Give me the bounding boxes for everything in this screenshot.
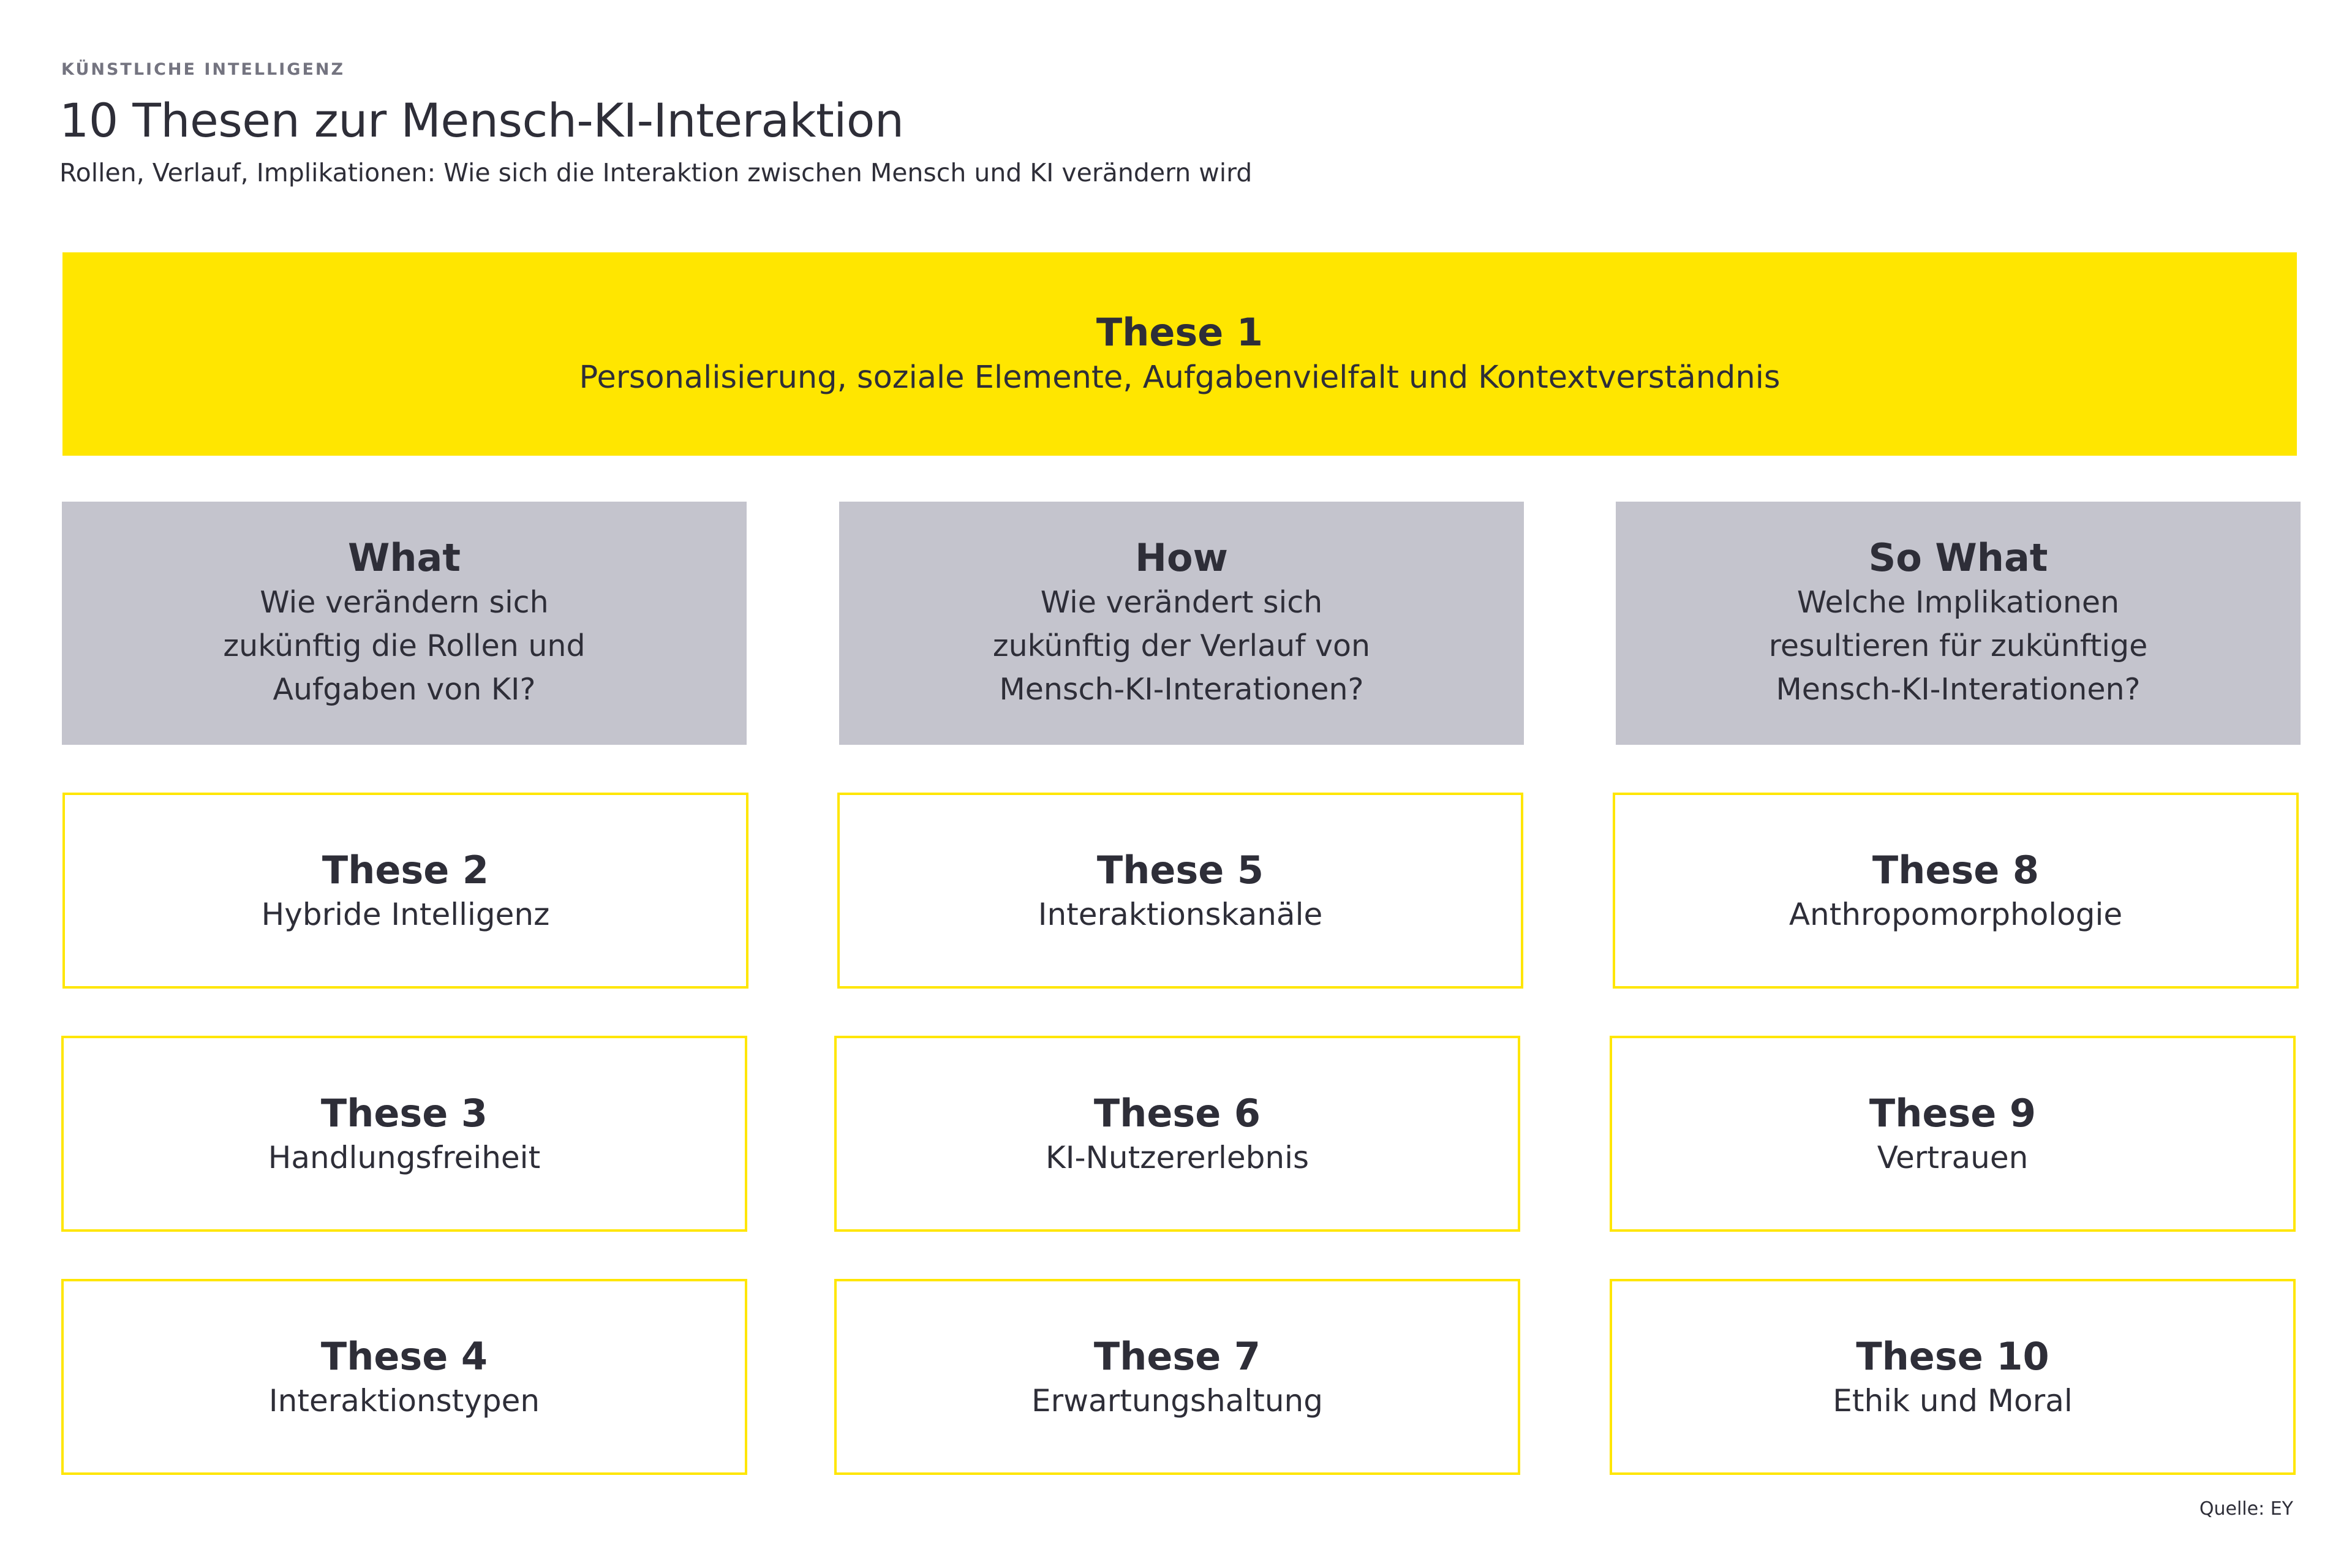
thesis-9-text: Vertrauen [1877, 1140, 2029, 1176]
thesis-2-box [62, 793, 748, 989]
column-question-how: Wie verändert sich zukünftig der Verlauf von Mensch-KI-Interationen? [992, 585, 1371, 707]
thesis-3-box [61, 1036, 747, 1232]
column-title-so-what: So What [1868, 535, 2048, 580]
thesis-5-title: These 5 [1096, 847, 1264, 892]
thesis-6-title: These 6 [1093, 1090, 1261, 1136]
thesis-10-box [1610, 1279, 2296, 1475]
thesis-7-title: These 7 [1093, 1333, 1261, 1379]
thesis-1-text: Personalisierung, soziale Elemente, Aufgabenvielfalt und Kontextverständnis [579, 360, 1781, 396]
thesis-4-text: Interaktionstypen [268, 1383, 540, 1419]
thesis-1-banner [62, 252, 2297, 456]
thesis-4-box [61, 1279, 747, 1475]
thesis-9-box [1610, 1036, 2296, 1232]
column-question-so-what: Welche Implikationen resultieren für zukünftige Mensch-KI-Interationen? [1768, 585, 2148, 707]
thesis-9-title: These 9 [1869, 1090, 2037, 1136]
thesis-8-text: Anthropomorphologie [1789, 897, 2123, 933]
thesis-2-title: These 2 [322, 847, 489, 892]
section-kicker: KÜNSTLICHE INTELLIGENZ [61, 60, 345, 79]
column-header-how [839, 502, 1524, 745]
thesis-3-text: Handlungsfreiheit [268, 1140, 541, 1176]
column-header-what [62, 502, 747, 745]
thesis-4-title: These 4 [320, 1333, 488, 1379]
thesis-8-title: These 8 [1872, 847, 2040, 892]
thesis-6-box [834, 1036, 1520, 1232]
source-note: Quelle: EY [2199, 1498, 2293, 1520]
page-title: 10 Thesen zur Mensch-KI-Interaktion [59, 93, 904, 148]
thesis-1-title: These 1 [1096, 309, 1264, 355]
thesis-10-text: Ethik und Moral [1833, 1383, 2073, 1419]
thesis-6-text: KI-Nutzererlebnis [1045, 1140, 1310, 1176]
thesis-10-title: These 10 [1856, 1333, 2049, 1379]
page-subtitle: Rollen, Verlauf, Implikationen: Wie sich die Interaktion zwischen Mensch und KI verändern wird [59, 158, 1253, 187]
thesis-5-box [837, 793, 1523, 989]
thesis-3-title: These 3 [320, 1090, 488, 1136]
thesis-2-text: Hybride Intelligenz [261, 897, 550, 933]
column-title-what: What [347, 535, 461, 580]
thesis-7-text: Erwartungshaltung [1031, 1383, 1323, 1419]
thesis-7-box [834, 1279, 1520, 1475]
column-question-what: Wie verändern sich zukünftig die Rollen und Aufgaben von KI? [223, 585, 586, 707]
thesis-8-box [1613, 793, 2299, 989]
column-title-how: How [1135, 535, 1228, 580]
column-header-so-what [1616, 502, 2301, 745]
thesis-5-text: Interaktionskanäle [1038, 897, 1323, 933]
